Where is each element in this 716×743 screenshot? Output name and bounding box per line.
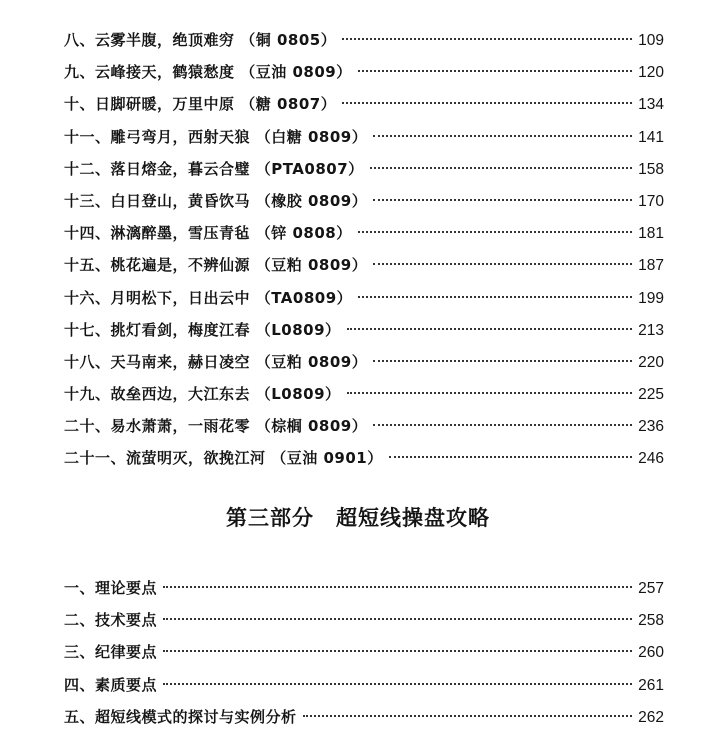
toc-entry-title: 十五、桃花遍是，不辨仙源 （豆粕 0809）	[64, 256, 368, 275]
toc-entry-title: 十七、挑灯看剑，梅度江春 （L0809）	[64, 320, 341, 339]
toc-entry-page: 213	[638, 321, 664, 339]
dot-leader	[347, 328, 633, 330]
toc-entry[interactable]	[64, 346, 664, 378]
toc-entry-title: 四、素质要点	[64, 675, 158, 694]
dot-leader	[347, 392, 633, 394]
dot-leader	[163, 586, 632, 588]
toc-entry[interactable]	[64, 282, 664, 314]
toc-entry-title: 二、技术要点	[64, 611, 158, 630]
toc-entry[interactable]	[64, 249, 664, 281]
toc-entry[interactable]	[64, 669, 664, 701]
toc-entry-title: 一、理论要点	[64, 579, 158, 597]
toc-entry-page: 187	[638, 257, 664, 275]
toc-entry-page: 109	[638, 32, 664, 49]
toc-entry[interactable]	[64, 153, 664, 185]
toc-entry-title: 三、纪律要点	[64, 643, 158, 662]
toc-entry-title: 二十一、流萤明灭，欲挽江河 （豆油 0901）	[64, 449, 383, 468]
toc-part3-list	[64, 572, 664, 733]
dot-leader	[163, 650, 632, 652]
toc-entry[interactable]	[64, 314, 664, 346]
toc-entry[interactable]	[64, 121, 664, 153]
toc-entry[interactable]	[64, 701, 664, 733]
toc-entry[interactable]	[64, 217, 664, 249]
toc-entry-title: 八、云雾半腹，绝顶难穷 （铜 0805）	[64, 31, 337, 49]
toc-entry-title: 十二、落日熔金，暮云合璧 （PTA0807）	[64, 159, 364, 178]
toc-entry[interactable]	[64, 88, 664, 120]
toc-entry-page: 225	[638, 386, 664, 404]
toc-entry-title: 十六、月明松下，日出云中 （TA0809）	[64, 288, 353, 307]
dot-leader	[163, 618, 632, 620]
dot-leader	[370, 167, 632, 169]
toc-entry[interactable]	[64, 572, 664, 604]
toc-entry[interactable]	[64, 442, 664, 474]
toc-entry-title: 十三、白日登山，黄昏饮马 （橡胶 0809）	[64, 191, 368, 210]
toc-entry[interactable]	[64, 378, 664, 410]
toc-entry-title: 二十、易水萧萧，一雨花零 （棕榈 0809）	[64, 417, 368, 436]
dot-leader	[358, 70, 632, 72]
toc-entry-page: 199	[638, 289, 664, 307]
toc-part2-list	[64, 24, 664, 475]
toc-entry-title: 十四、淋漓醉墨，雪压青毡 （锌 0808）	[64, 224, 352, 243]
toc-entry-page: 258	[638, 612, 664, 630]
toc-entry-page: 134	[638, 96, 664, 114]
part-title: 超短线操盘攻略	[336, 506, 490, 530]
toc-entry-title: 十九、故垒西边，大江东去 （L0809）	[64, 385, 341, 404]
toc-entry[interactable]	[64, 185, 664, 217]
toc-entry-page: 261	[638, 676, 664, 694]
toc-entry-title: 十、日脚研暖，万里中原 （糖 0807）	[64, 95, 337, 114]
dot-leader	[342, 38, 632, 40]
toc-entry[interactable]	[64, 410, 664, 442]
dot-leader	[373, 135, 632, 137]
toc-entry[interactable]	[64, 604, 664, 636]
toc-entry-title: 十一、雕弓弯月，西射天狼 （白糖 0809）	[64, 127, 368, 146]
toc-entry[interactable]	[64, 24, 664, 56]
dot-leader	[163, 683, 632, 685]
dot-leader	[342, 102, 632, 104]
dot-leader	[373, 199, 632, 201]
toc-entry-page: 262	[638, 708, 664, 726]
toc-entry-page: 260	[638, 644, 664, 662]
dot-leader	[303, 715, 633, 717]
toc-entry-title: 十八、天马南来，赫日凌空 （豆粕 0809）	[64, 352, 368, 371]
part-heading	[0, 502, 716, 532]
toc-entry-page: 158	[638, 160, 664, 178]
toc-entry-page: 220	[638, 353, 664, 371]
toc-entry-page: 181	[638, 225, 664, 243]
dot-leader	[373, 263, 632, 265]
dot-leader	[358, 231, 632, 233]
dot-leader	[389, 456, 632, 458]
toc-entry-page: 257	[638, 580, 664, 597]
toc-entry-page: 246	[638, 450, 664, 468]
toc-entry-page: 170	[638, 192, 664, 210]
toc-entry-title: 九、云峰接天，鹤猿愁度 （豆油 0809）	[64, 63, 352, 82]
toc-entry[interactable]	[64, 636, 664, 668]
toc-entry-page: 236	[638, 418, 664, 436]
toc-entry-title: 五、超短线模式的探讨与实例分析	[64, 707, 297, 726]
toc-entry[interactable]	[64, 56, 664, 88]
dot-leader	[373, 360, 632, 362]
part-number: 第三部分	[226, 506, 314, 530]
toc-entry-page: 120	[638, 64, 664, 82]
dot-leader	[373, 424, 632, 426]
dot-leader	[358, 296, 632, 298]
toc-entry-page: 141	[638, 128, 664, 146]
